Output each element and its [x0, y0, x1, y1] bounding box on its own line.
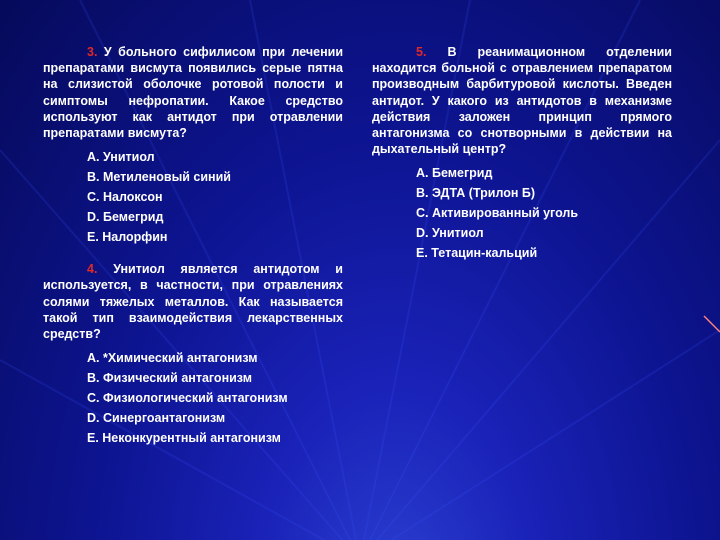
accent-stroke [704, 316, 720, 332]
option-e: E. Налорфин [87, 230, 168, 245]
option-a: A. *Химический антагонизм [87, 351, 258, 366]
option-e: E. Тетацин-кальций [416, 246, 538, 261]
option-d: D. Бемегрид [87, 210, 164, 225]
question-text: В реанимационном отделении находится больной с отравлением препаратом производным барбитуровой кислоты. Введен антидот. У какого из антидотов в механизме действия заложен принцип прямого антагонизма со снотворными в действии на дыхательный центр? [372, 45, 672, 157]
question-text: Унитиол является антидотом и используется, в частности, при отравлениях солями тяжелых металлов. Как называется такой тип взаимодействия лекарственных средств? [43, 262, 343, 342]
left-column [43, 44, 343, 448]
option-b: B. ЭДТА (Трилон Б) [416, 186, 536, 201]
option-e: E. Неконкурентный антагонизм [87, 431, 281, 446]
right-column [372, 44, 672, 263]
option-a: A. Бемегрид [416, 166, 493, 181]
option-d: D. Унитиол [416, 226, 484, 241]
option-c: C. Активированный уголь [416, 206, 579, 221]
question-3 [43, 44, 343, 247]
question-text: У больного сифилисом при лечении препаратами висмута появились серые пятна на слизистой оболочке ротовой полости и симптомы нефропатии. Какое средство используют как антидот при отравлении препаратами висмута? [43, 45, 343, 141]
answer-options [372, 163, 672, 263]
question-4 [43, 261, 343, 448]
option-b: B. Метиленовый синий [87, 170, 231, 185]
option-c: C. Налоксон [87, 190, 163, 205]
option-d: D. Синергоантагонизм [87, 411, 226, 426]
question-5 [372, 44, 672, 263]
option-a: A. Унитиол [87, 150, 155, 165]
question-number: 5. [416, 45, 427, 59]
answer-options [43, 348, 343, 448]
option-b: B. Физический антагонизм [87, 371, 252, 386]
question-number: 3. [87, 45, 98, 59]
answer-options [43, 147, 343, 247]
option-c: C. Физиологический антагонизм [87, 391, 288, 406]
question-number: 4. [87, 262, 98, 277]
